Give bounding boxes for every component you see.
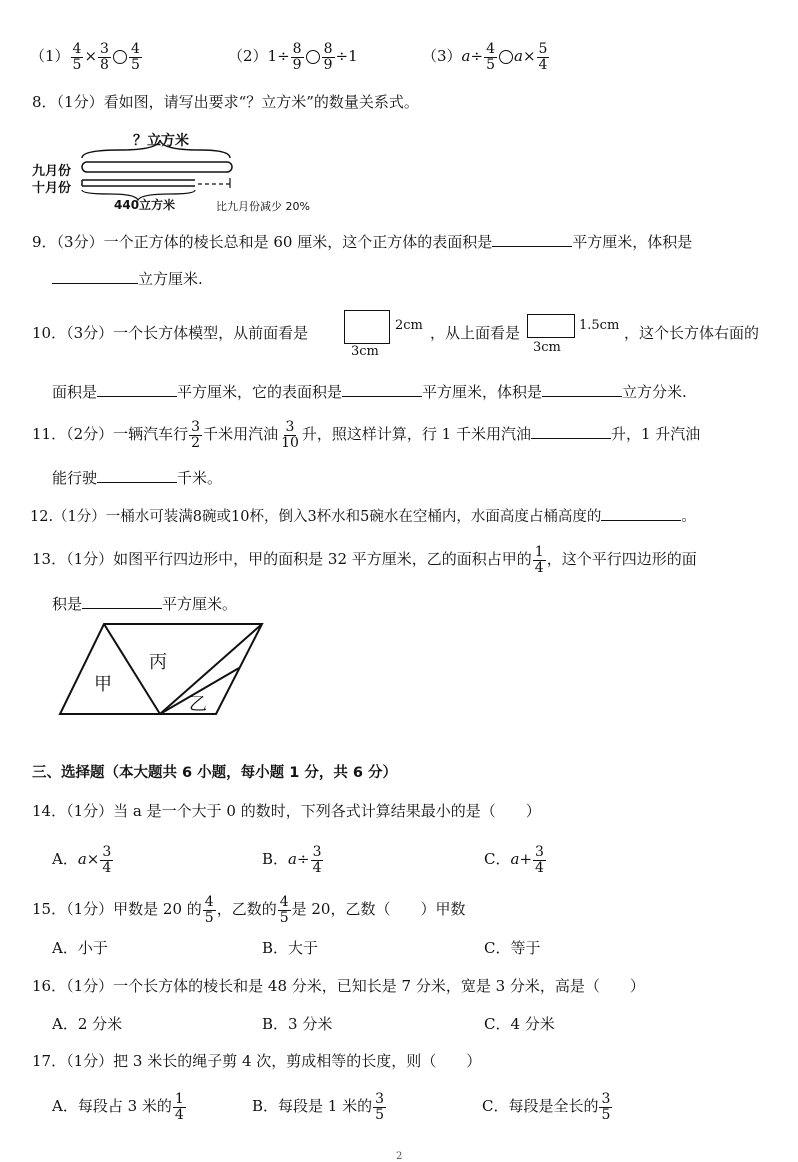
q13-line2: [52, 594, 237, 612]
q15-part1: 15．（1分）甲数是 20 的: [32, 900, 202, 919]
q17-option-a[interactable]: [52, 1092, 187, 1122]
q11-part3: 升，照这样计算，行 1 千米用汽油: [301, 425, 531, 444]
q15-frac1: $\frac{4}{5}$: [204, 894, 214, 926]
q12-line: [30, 506, 696, 525]
q14-c-var: a: [510, 850, 520, 869]
q7-line: [30, 42, 143, 72]
q15-frac2: $\frac{4}{5}$: [279, 894, 289, 926]
q7-p3-var2: a: [514, 47, 523, 66]
q12-end: 。: [681, 509, 696, 525]
q10-top-view: [525, 310, 621, 356]
q15-part3: 是 20，乙数（ ）甲数: [291, 900, 466, 919]
q13-label-yi: 乙: [189, 694, 207, 715]
q14-b-var: a: [288, 850, 297, 869]
q9-line2: [52, 269, 203, 287]
q9-blank-volume[interactable]: [52, 269, 138, 284]
q17-c-frac: $\frac{3}{5}$: [601, 1091, 611, 1123]
q10-front-rect: [344, 310, 390, 344]
q8-text: 8．（1分）看如图，请写出要求“？立方米”的数量关系式。: [32, 93, 419, 111]
q9-blank-area[interactable]: [492, 232, 572, 247]
q7-p2-compare-circle[interactable]: [306, 50, 320, 64]
q8-sep-bar: [82, 162, 232, 172]
q17-option-c[interactable]: [482, 1092, 613, 1122]
q10-line1b: ，从上面看是: [430, 324, 521, 342]
q10-line2: [52, 382, 687, 400]
q15-part2: ，乙数的: [216, 900, 277, 919]
q13-part1: 13．（1分）如图平行四边形中，甲的面积是 32 平方厘米，乙的面积占甲的: [32, 550, 532, 569]
q13-label-jia: 甲: [94, 674, 112, 695]
q7-p3-var: a: [461, 47, 471, 66]
q17-a-text: A．每段占 3 米的: [52, 1097, 172, 1116]
q11-part5: 能行驶: [52, 469, 98, 487]
q8-fig-sep-label: 九月份: [32, 164, 72, 179]
q16-text: 16．（1分）一个长方体的棱长和是 48 分米，已知长是 7 分米，宽是 3 分米，高是（ ）: [32, 977, 645, 995]
q13-part4: 平方厘米。: [162, 595, 238, 613]
q10-blank-volume[interactable]: [542, 382, 622, 397]
q10-line1c: ，这个长方体右面的: [624, 324, 760, 342]
q14-a-label: A．: [52, 850, 78, 869]
q11-blank-distance[interactable]: [97, 468, 177, 483]
q7-p3-op1: ÷: [470, 47, 484, 66]
q14-option-a[interactable]: [52, 845, 114, 875]
q7-p1-label: （1）: [30, 47, 70, 66]
q14-text: 14．（1分）当 a 是一个大于 0 的数时，下列各式计算结果最小的是（ ）: [32, 802, 541, 820]
q16-option-c[interactable]: C．4 分米: [484, 1015, 555, 1033]
q13-part3: 积是: [52, 595, 83, 613]
q10-part4: 面积是: [52, 383, 98, 401]
q17-c-text: C．每段是全长的: [482, 1097, 599, 1116]
q16-option-b[interactable]: B．3 分米: [262, 1015, 333, 1033]
q11-part1: 11．（2分）一辆汽车行: [32, 425, 189, 444]
q14-c-op: +: [519, 850, 533, 869]
q7-p3-frac-a: $\frac{4}{5}$: [486, 41, 495, 73]
q17-b-frac: $\frac{3}{5}$: [375, 1091, 385, 1123]
q11-frac-fuel: $\frac{3}{10}$: [281, 419, 299, 451]
q17-a-frac: $\frac{1}{4}$: [174, 1091, 184, 1123]
q11-part4: 升，1 升汽油: [611, 425, 701, 444]
q8-fig-top-label: ？立方米: [133, 133, 189, 149]
q11-line1: [32, 420, 700, 450]
q10-top-rect: [527, 314, 575, 338]
section3-title: 三、选择题（本大题共 6 小题，每小题 1 分，共 6 分）: [32, 765, 398, 781]
q14-a-op: ×: [86, 850, 100, 869]
q13-blank[interactable]: [82, 594, 162, 609]
q10-top-w: 3cm: [533, 340, 561, 355]
q11-part6: 千米。: [177, 469, 223, 487]
q7-p1-frac-b: $\frac{3}{8}$: [100, 41, 109, 73]
q13-part2: ，这个平行四边形的面: [546, 550, 697, 569]
q10-part6: 平方厘米，体积是: [422, 383, 543, 401]
q13-line1: [32, 545, 697, 575]
q14-b-op: ÷: [296, 850, 310, 869]
q11-blank-fuel[interactable]: [531, 424, 611, 439]
q11-frac-distance: $\frac{3}{2}$: [191, 419, 201, 451]
q14-option-b[interactable]: [262, 845, 324, 875]
q13-label-bing: 丙: [149, 652, 167, 673]
q7-p3-label: （3）: [422, 47, 462, 66]
q10-front-h: 2cm: [395, 318, 423, 333]
q8-fig-oct-label: 十月份: [32, 181, 72, 196]
q10-part7: 立方分米.: [622, 383, 687, 401]
q12-blank[interactable]: [601, 506, 681, 521]
q9-part2: 平方厘米，体积是: [572, 233, 693, 251]
q17-option-b[interactable]: [252, 1092, 387, 1122]
q10-front-view: [341, 308, 427, 359]
q7-p1-frac-a: $\frac{4}{5}$: [72, 41, 82, 73]
q8-figure: [30, 122, 310, 214]
q14-c-frac: $\frac{3}{4}$: [535, 844, 544, 876]
q7-p1-frac-c: $\frac{4}{5}$: [130, 41, 140, 73]
q7-p1-op: ×: [84, 47, 98, 66]
q10-top-h: 1.5cm: [579, 318, 620, 333]
q17-text: 17．（1分）把 3 米长的绳子剪 4 次，剪成相等的长度，则（ ）: [32, 1052, 482, 1070]
q7-p1-compare-circle[interactable]: [113, 50, 127, 64]
q9-part1: 9．（3分）一个正方体的棱长总和是 60 厘米，这个正方体的表面积是: [32, 233, 493, 251]
q7-p3-frac-b: $\frac{5}{4}$: [538, 41, 548, 73]
q7-part2: [228, 42, 358, 72]
q8-fig-bottom-label: 440立方米: [114, 198, 176, 212]
q10-blank-surface[interactable]: [342, 382, 422, 397]
q9-part3: 立方厘米.: [138, 270, 203, 288]
q14-b-label: B．: [262, 850, 289, 869]
q7-p2-tail: ÷1: [335, 47, 358, 66]
q7-part3: [422, 42, 550, 72]
q14-b-frac: $\frac{3}{4}$: [312, 844, 322, 876]
q13-figure: [56, 620, 268, 720]
q8-fig-note: 比九月份减少 20%: [216, 200, 310, 213]
q9-line1: [32, 232, 692, 250]
q12-text: 12.（1分）一桶水可装满8碗或10杯，倒入3杯水和5碗水在空桶内，水面高度占桶高度的: [30, 509, 602, 525]
q15-option-b[interactable]: B．大于: [262, 939, 319, 957]
q10-front-w: 3cm: [351, 344, 379, 359]
q15-option-c[interactable]: C．等于: [484, 939, 541, 957]
q17-b-text: B．每段是 1 米的: [252, 1097, 373, 1116]
q13-line-right: [160, 624, 262, 714]
q13-frac: $\frac{1}{4}$: [534, 544, 544, 576]
q7-p2-frac-a: $\frac{8}{9}$: [292, 41, 302, 73]
q7-p2-frac-b: $\frac{8}{9}$: [323, 41, 333, 73]
q14-a-var: a: [77, 850, 87, 869]
q7-p3-op2: ×: [522, 47, 536, 66]
q14-option-c[interactable]: [484, 845, 547, 875]
q10-blank-right-area[interactable]: [97, 382, 177, 397]
q7-p3-compare-circle[interactable]: [499, 50, 513, 64]
q16-option-a[interactable]: A．2 分米: [52, 1015, 123, 1033]
q11-line2: [52, 468, 222, 486]
q11-part2: 千米用汽油: [203, 425, 279, 444]
q7-p2-label: （2）1÷: [228, 47, 290, 66]
q15-option-a[interactable]: A．小于: [52, 939, 108, 957]
q15-line: [32, 895, 465, 925]
q14-a-frac: $\frac{3}{4}$: [102, 844, 112, 876]
q10-line1a: 10．（3分）一个长方体模型，从前面看是: [32, 324, 309, 342]
page-number: 2: [396, 1151, 403, 1162]
q14-c-label: C．: [484, 850, 511, 869]
q10-part5: 平方厘米，它的表面积是: [177, 383, 343, 401]
